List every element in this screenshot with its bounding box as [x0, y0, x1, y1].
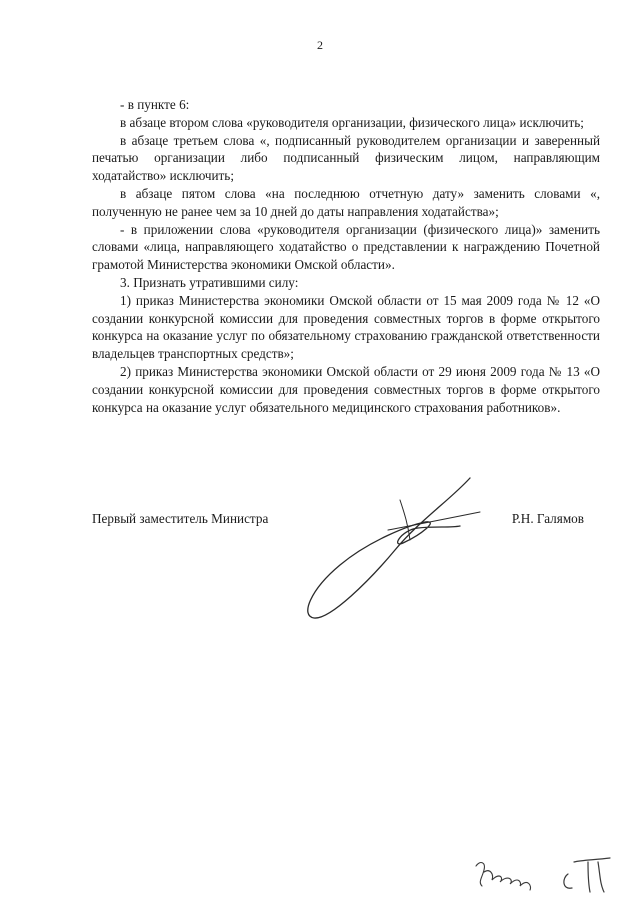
paragraph-abzac-2: в абзаце втором слова «руководителя организации, физического лица» исключить; — [120, 114, 584, 130]
handwritten-signature — [300, 470, 500, 630]
paragraph-appendix: - в приложении слова «руководителя организации (физического лица)» заменить словами «лица, направляющего ходатайство о представлении к награждению Почетной грамотой Министерства экономики Омской области». — [92, 221, 600, 273]
paragraph-point-3: 3. Признать утратившими силу: — [120, 274, 299, 290]
document-body — [92, 96, 600, 416]
signatory-title: Первый заместитель Министра — [92, 511, 269, 526]
paragraph-abzac-3: в абзаце третьем слова «, подписанный руководителем организации и заверенный печатью организации либо подписанный физическим лицом, направляющим ходатайство» исключить; — [92, 132, 600, 184]
paragraph-repeal-1: 1) приказ Министерства экономики Омской области от 15 мая 2009 года № 12 «О создании конкурсной комиссии для проведения совместных торгов в форме открытого конкурса на оказание услуг по обязательному страхованию гражданской ответственности владельцев транспортных средств»; — [92, 292, 600, 362]
paragraph-repeal-2: 2) приказ Министерства экономики Омской области от 29 июня 2009 года № 13 «О создании конкурсной комиссии для проведения совместных торгов в форме открытого конкурса на оказание услуг обязательного медицинского страхования работников». — [92, 363, 600, 415]
page-number: 2 — [317, 38, 323, 52]
signatory-name: Р.Н. Галямов — [511, 511, 584, 526]
handwritten-initials-mark — [470, 852, 620, 898]
paragraph-abzac-5: в абзаце пятом слова «на последнюю отчетную дату» заменить словами «, полученную не ранее чем за 10 дней до даты направления ходатайства»; — [92, 185, 600, 219]
paragraph-item-6: - в пункте 6: — [120, 97, 190, 112]
